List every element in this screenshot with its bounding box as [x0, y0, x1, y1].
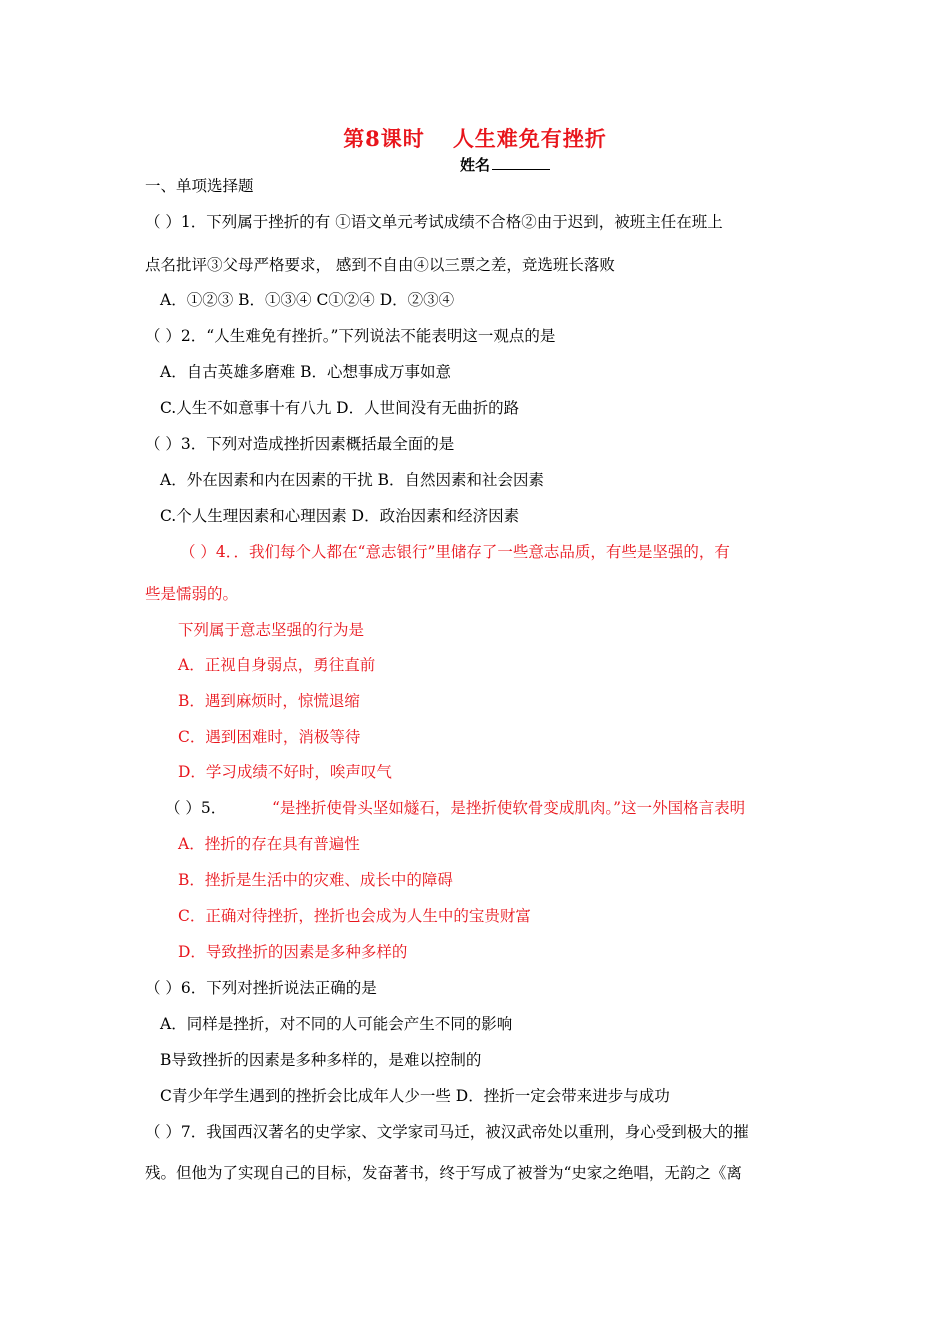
q1-options: A．①②③ B．①③④ C①②④ D．②③④: [160, 291, 455, 309]
q3-options-cd: C.个人生理因素和心理因素 D．政治因素和经济因素: [160, 507, 520, 525]
name-blank: [492, 155, 550, 170]
section-title: 一、单项选择题: [145, 177, 254, 195]
lesson-title: [0, 123, 950, 153]
name-field: [460, 154, 550, 175]
lesson-topic: 人生难免有挫折: [452, 126, 607, 151]
q1-line1: （ ）1．下列属于挫折的有 ①语文单元考试成绩不合格②由于迟到，被班主任在班上: [145, 213, 723, 231]
q4-prompt: 下列属于意志坚强的行为是: [178, 621, 365, 639]
q1-line2: 点名批评③父母严格要求， 感到不自由④以三票之差，竞选班长落败: [145, 256, 615, 274]
q6-stem: （ ）6．下列对挫折说法正确的是: [145, 979, 377, 997]
q6-option-b: B导致挫折的因素是多种多样的，是难以控制的: [160, 1051, 482, 1069]
q2-stem: （ ）2．“人生难免有挫折。”下列说法不能表明这一观点的是: [145, 327, 556, 345]
q3-options-ab: A．外在因素和内在因素的干扰 B．自然因素和社会因素: [160, 471, 545, 489]
q5-option-b: B．挫折是生活中的灾难、成长中的障碍: [178, 871, 453, 889]
q4-line2: 些是懦弱的。: [145, 585, 239, 603]
q6-option-a: A．同样是挫折，对不同的人可能会产生不同的影响: [160, 1015, 513, 1033]
q5-number: （ ）5．: [165, 799, 227, 817]
q4-option-d: D．学习成绩不好时，唉声叹气: [178, 763, 392, 781]
q6-options-cd: C青少年学生遇到的挫折会比成年人少一些 D．挫折一定会带来进步与成功: [160, 1087, 670, 1105]
lesson-number: 第8课时: [343, 126, 425, 151]
q4-option-c: C．遇到困难时，消极等待: [178, 728, 361, 746]
q5-option-d: D．导致挫折的因素是多种多样的: [178, 943, 408, 961]
q4-line1: （ ）4．．我们每个人都在“意志银行”里储存了一些意志品质，有些是坚强的，有: [180, 543, 730, 561]
q7-line2: 残。但他为了实现自己的目标，发奋著书，终于写成了被誉为“史家之绝唱，无韵之《离: [145, 1164, 742, 1182]
q5-option-a: A．挫折的存在具有普遍性: [178, 835, 360, 853]
name-label: 姓名: [460, 156, 491, 174]
q2-options-cd: C.人生不如意事十有八九 D．人世间没有无曲折的路: [160, 399, 520, 417]
q3-stem: （ ）3．下列对造成挫折因素概括最全面的是: [145, 435, 455, 453]
q2-options-ab: A．自古英雄多磨难 B．心想事成万事如意: [160, 363, 452, 381]
q4-option-a: A．正视自身弱点，勇往直前: [178, 656, 376, 674]
q5-stem: “是挫折使骨头坚如燧石，是挫折使软骨变成肌肉。”这一外国格言表明: [272, 799, 746, 817]
q4-option-b: B．遇到麻烦时，惊慌退缩: [178, 692, 360, 710]
q7-line1: （ ）7．我国西汉著名的史学家、文学家司马迁，被汉武帝处以重刑，身心受到极大的摧: [145, 1123, 749, 1141]
q5-option-c: C．正确对待挫折，挫折也会成为人生中的宝贵财富: [178, 907, 531, 925]
